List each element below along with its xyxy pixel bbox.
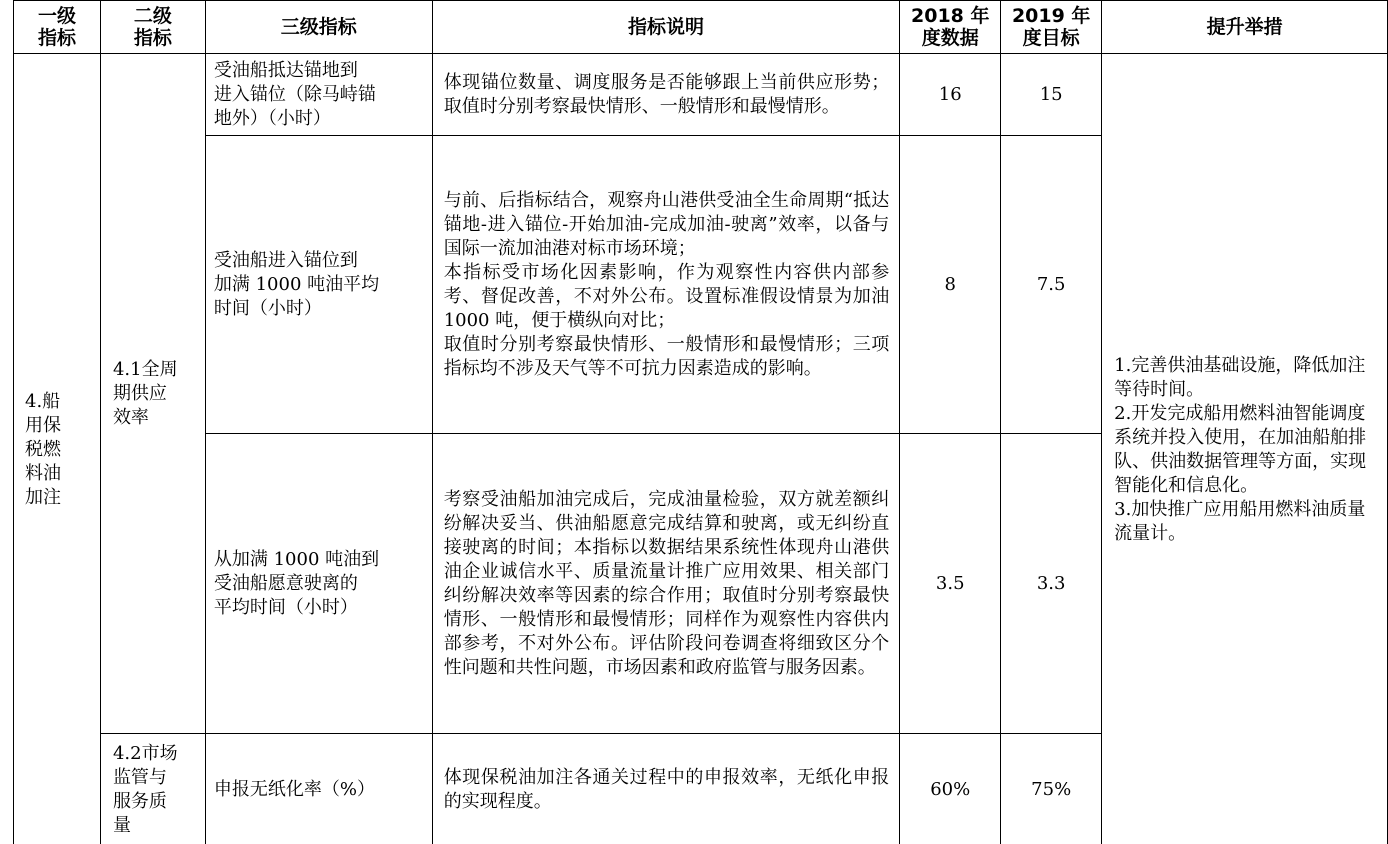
value-2018: 60% [900,734,1001,844]
indicator-description: 与前、后指标结合，观察舟山港供受油全生命周期“抵达锚地-进入锚位-开始加油-完成加油-驶离”效率，以备与国际一流加油港对标市场环境； 本指标受市场化因素影响，作为观察性内容供内部参考、督促改善，不对外公布。设置标准假设情景为加油 1000 吨，便于横纵向对比； 取值时分别考察最快情形、一般情形和最慢情形；三项指标均不涉及天气等不可抗力因素造成的影响。 [432,136,900,434]
indicator-table [13,0,1388,844]
indicator-description: 体现锚位数量、调度服务是否能够跟上当前供应形势；取值时分别考察最快情形、一般情形和最慢情形。 [432,54,900,136]
table-row [14,54,1388,136]
target-2019: 15 [1001,54,1102,136]
target-2019: 75% [1001,734,1102,844]
header-2019-target: 2019 年 度目标 [1001,1,1102,54]
level1-indicator: 4.船 用保 税燃 料油 加注 [14,54,101,844]
value-2018: 3.5 [900,434,1001,734]
header-2018-data: 2018 年 度数据 [900,1,1001,54]
level2-indicator-market-supervision: 4.2市场 监管与 服务质 量 [100,734,205,844]
header-measures: 提升举措 [1102,1,1388,54]
level3-indicator: 申报无纸化率（%） [205,734,432,844]
indicator-description: 考察受油船加油完成后，完成油量检验，双方就差额纠纷解决妥当、供油船愿意完成结算和驶离，或无纠纷直接驶离的时间；本指标以数据结果系统性体现舟山港供油企业诚信水平、质量流量计推广应用效果、相关部门纠纷解决效率等因素的综合作用；取值时分别考察最快情形、一般情形和最慢情形；同样作为观察性内容供内部参考，不对外公布。评估阶段问卷调查将细致区分个性问题和共性问题，市场因素和政府监管与服务因素。 [432,434,900,734]
header-description: 指标说明 [432,1,900,54]
improvement-measures: 1.完善供油基础设施，降低加注等待时间。 2.开发完成船用燃料油智能调度系统并投入使用，在加油船舶排队、供油数据管理等方面，实现智能化和信息化。 3.加快推广应用船用燃料油质量流量计。 [1102,54,1388,844]
value-2018: 8 [900,136,1001,434]
value-2018: 16 [900,54,1001,136]
level2-indicator-supply-efficiency: 4.1全周 期供应 效率 [100,54,205,734]
header-level1: 一级 指标 [14,1,101,54]
level3-indicator: 受油船抵达锚地到 进入锚位（除马峙锚 地外）（小时） [205,54,432,136]
target-2019: 3.3 [1001,434,1102,734]
header-level3: 三级指标 [205,1,432,54]
indicator-description: 体现保税油加注各通关过程中的申报效率，无纸化申报的实现程度。 [432,734,900,844]
level3-indicator: 受油船进入锚位到 加满 1000 吨油平均 时间（小时） [205,136,432,434]
header-row [14,1,1388,54]
target-2019: 7.5 [1001,136,1102,434]
header-level2: 二级 指标 [100,1,205,54]
level3-indicator: 从加满 1000 吨油到 受油船愿意驶离的 平均时间（小时） [205,434,432,734]
